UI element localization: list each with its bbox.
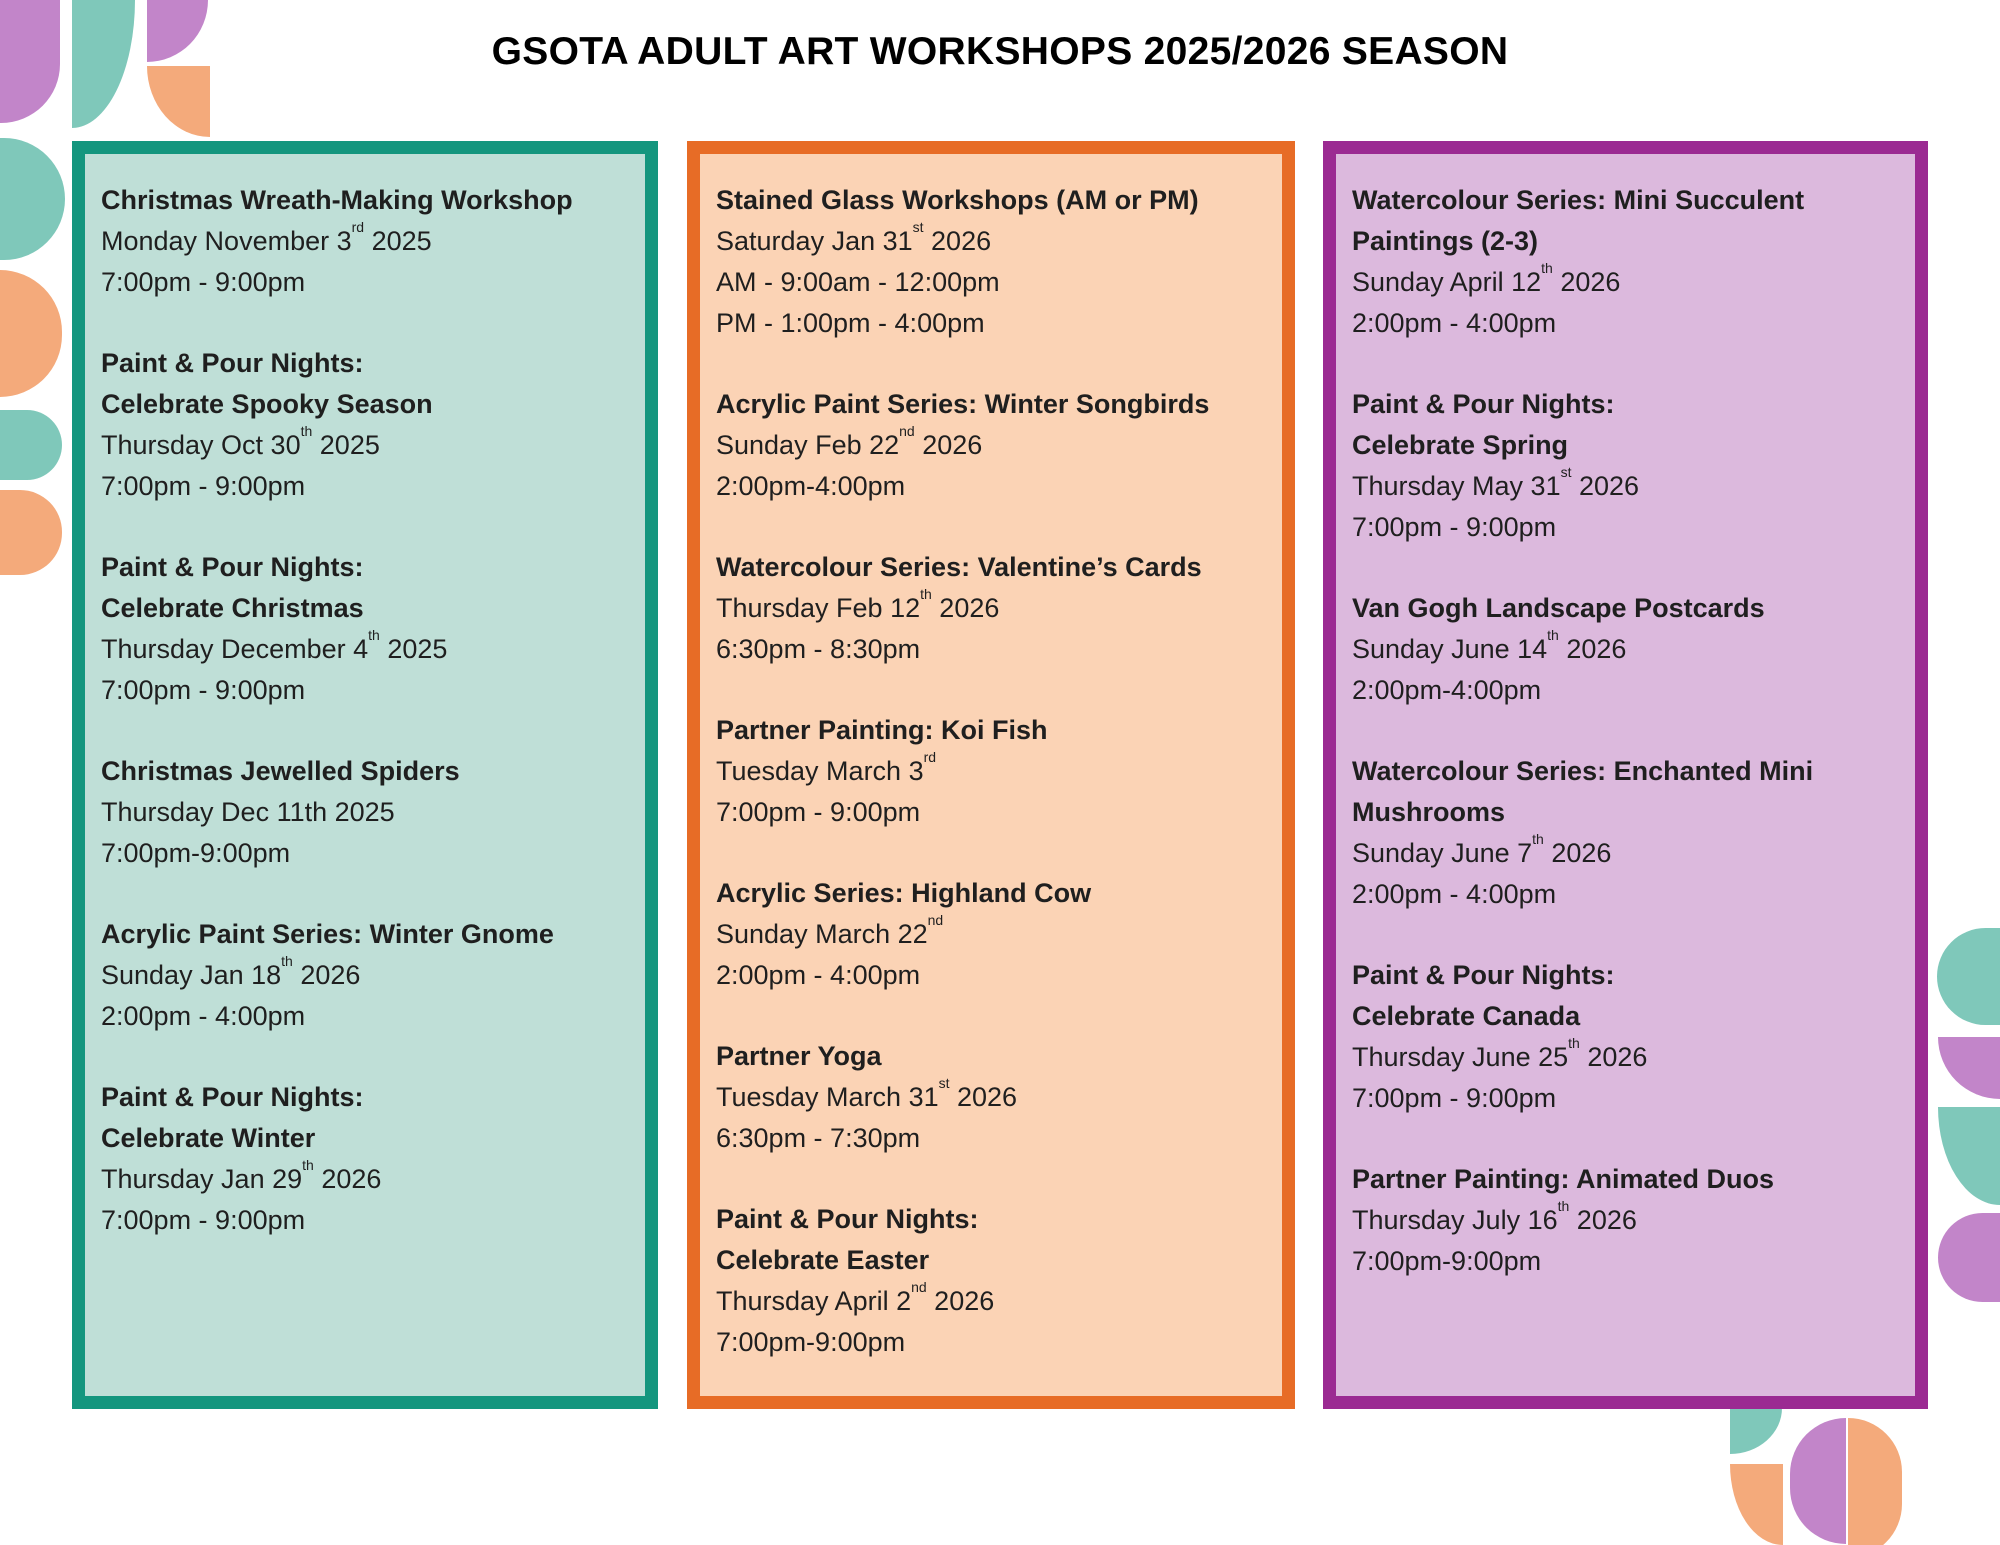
workshop-detail-line: Thursday Jan 29th 2026 [101,1157,382,1194]
workshop-detail-line: Thursday December 4th 2025 [101,627,448,664]
workshop-detail-line: Tuesday March 31st 2026 [716,1075,1018,1112]
workshop-event [1352,751,1903,915]
workshop-title-line: Celebrate Winter [101,1123,316,1153]
workshop-detail-line: 6:30pm - 8:30pm [716,634,921,664]
workshop-title-line: Paint & Pour Nights: [1352,389,1615,419]
workshop-title-line: Paint & Pour Nights: [716,1204,979,1234]
event-list-fall-winter [85,154,645,1241]
ordinal-superscript: st [938,1075,950,1092]
workshop-title-line: Celebrate Spooky Season [101,389,433,419]
workshop-title-line: Acrylic Paint Series: Winter Songbirds [716,389,1210,419]
event-list-winter-spring [700,154,1282,1363]
ordinal-superscript: th [1532,831,1544,848]
workshop-detail-line: 2:00pm-4:00pm [716,471,906,501]
workshop-detail-line: 7:00pm - 9:00pm [716,797,921,827]
workshop-detail-line: 2:00pm - 4:00pm [1352,308,1557,338]
workshop-detail-line: 7:00pm-9:00pm [101,838,291,868]
workshop-title-line: Paint & Pour Nights: [1352,960,1615,990]
ordinal-superscript: rd [923,749,937,766]
workshop-title-line: Van Gogh Landscape Postcards [1352,593,1765,623]
workshop-detail-line: 7:00pm - 9:00pm [1352,512,1557,542]
left-halfcircle-orange-small [0,490,62,575]
workshop-detail-line: 2:00pm - 4:00pm [716,960,921,990]
ordinal-superscript: nd [899,423,915,440]
workshop-title-line: Watercolour Series: Enchanted Mini [1352,756,1814,786]
workshop-title-line: Christmas Jewelled Spiders [101,756,460,786]
bottom-quarter-teal [1730,1408,1782,1454]
workshop-title-line: Paint & Pour Nights: [101,552,364,582]
ordinal-superscript: th [1568,1035,1580,1052]
workshop-event [101,1077,633,1241]
workshop-event [101,751,633,874]
column-spring-summer [1323,141,1928,1409]
workshop-title-line: Partner Painting: Koi Fish [716,715,1048,745]
workshop-detail-line: 2:00pm - 4:00pm [101,1001,306,1031]
workshop-event [716,710,1270,833]
workshop-title-line: Celebrate Easter [716,1245,930,1275]
left-halfcircle-teal [0,138,65,260]
workshop-detail-line: 7:00pm - 9:00pm [101,471,306,501]
workshop-title-line: Paintings (2-3) [1352,226,1539,256]
ordinal-superscript: th [1547,627,1559,644]
workshop-detail-line: 2:00pm - 4:00pm [1352,879,1557,909]
workshop-detail-line: Sunday March 22nd [716,912,944,949]
workshop-title-line: Celebrate Spring [1352,430,1569,460]
ordinal-superscript: th [368,627,380,644]
workshop-event [101,547,633,711]
ordinal-superscript: st [1560,464,1572,481]
column-winter-spring [687,141,1295,1409]
workshop-title-line: Paint & Pour Nights: [101,348,364,378]
workshop-event [101,180,633,303]
ordinal-superscript: th [302,1157,314,1174]
workshop-detail-line: Thursday Oct 30th 2025 [101,423,380,460]
workshop-title-line: Celebrate Canada [1352,1001,1581,1031]
workshop-detail-line: Sunday Jan 18th 2026 [101,953,361,990]
workshop-detail-line: Thursday April 2nd 2026 [716,1279,995,1316]
workshop-event [716,384,1270,507]
workshop-detail-line: Thursday Feb 12th 2026 [716,586,1000,623]
bottom-leftpill-purple [1790,1418,1846,1544]
workshop-detail-line: Sunday April 12th 2026 [1352,260,1621,297]
workshop-title-line: Acrylic Series: Highland Cow [716,878,1092,908]
workshop-title-line: Partner Painting: Animated Duos [1352,1164,1775,1194]
workshop-event [1352,1159,1903,1282]
workshop-detail-line: Sunday June 14th 2026 [1352,627,1627,664]
workshop-detail-line: 7:00pm - 9:00pm [101,675,306,705]
workshop-detail-line: Sunday Feb 22nd 2026 [716,423,983,460]
workshop-title-line: Mushrooms [1352,797,1506,827]
workshop-detail-line: Saturday Jan 31st 2026 [716,219,992,256]
ordinal-superscript: rd [351,219,365,236]
right-quarter-purple [1938,1037,2000,1099]
workshop-title-line: Watercolour Series: Mini Succulent [1352,185,1805,215]
page-title: GSOTA ADULT ART WORKSHOPS 2025/2026 SEASON [491,30,1509,73]
workshop-title-line: Acrylic Paint Series: Winter Gnome [101,919,554,949]
workshop-event [101,343,633,507]
workshop-detail-line: Thursday Dec 11th 2025 [101,797,395,827]
workshop-detail-line: 2:00pm-4:00pm [1352,675,1542,705]
workshop-event [1352,955,1903,1119]
workshop-event [716,1036,1270,1159]
workshop-detail-line: 7:00pm - 9:00pm [1352,1083,1557,1113]
workshop-event [1352,180,1903,344]
workshop-detail-line: Thursday May 31st 2026 [1352,464,1640,501]
ordinal-superscript: th [300,423,313,440]
workshop-title-line: Celebrate Christmas [101,593,364,623]
workshop-detail-line: Monday November 3rd 2025 [101,219,432,256]
column-fall-winter [72,141,658,1409]
workshop-detail-line: 6:30pm - 7:30pm [716,1123,921,1153]
workshop-title-line: Stained Glass Workshops (AM or PM) [716,185,1199,215]
ordinal-superscript: nd [911,1279,927,1296]
workshop-detail-line: Thursday June 25th 2026 [1352,1035,1648,1072]
workshop-event [101,914,633,1037]
right-halfcircle-teal [1937,928,2000,1025]
workshop-title-line: Watercolour Series: Valentine’s Cards [716,552,1202,582]
event-list-spring-summer [1336,154,1915,1282]
workshop-event [716,180,1270,344]
right-halfcircle-purple [1938,1213,2000,1302]
right-quarter-teal [1938,1107,2000,1205]
left-halfcircle-teal-small [0,410,62,480]
ordinal-superscript: th [1541,260,1553,277]
workshop-detail-line: 7:00pm - 9:00pm [101,267,306,297]
workshop-detail-line: Thursday July 16th 2026 [1352,1198,1637,1235]
workshop-detail-line: 7:00pm-9:00pm [716,1327,906,1357]
corner-quarter-orange [147,66,210,137]
ordinal-superscript: st [912,219,924,236]
workshop-event [1352,588,1903,711]
workshop-event [716,547,1270,670]
ordinal-superscript: th [281,953,293,970]
ordinal-superscript: nd [927,912,944,929]
workshop-title-line: Partner Yoga [716,1041,882,1071]
workshop-detail-line: 7:00pm-9:00pm [1352,1246,1542,1276]
workshop-title-line: Paint & Pour Nights: [101,1082,364,1112]
workshop-event [716,873,1270,996]
workshop-detail-line: 7:00pm - 9:00pm [101,1205,306,1235]
workshop-detail-line: Sunday June 7th 2026 [1352,831,1612,868]
workshop-detail-line: PM - 1:00pm - 4:00pm [716,308,985,338]
left-halfcircle-orange [0,270,62,397]
ordinal-superscript: th [1557,1198,1570,1215]
workshop-event [1352,384,1903,548]
workshop-detail-line: Tuesday March 3rd [716,749,937,786]
ordinal-superscript: th [920,586,932,603]
bottom-rightpill-orange [1848,1418,1902,1545]
workshop-detail-line: AM - 9:00am - 12:00pm [716,267,1000,297]
workshop-title-line: Christmas Wreath-Making Workshop [101,185,573,215]
workshop-event [716,1199,1270,1363]
bottom-quarter-orange [1730,1464,1783,1545]
